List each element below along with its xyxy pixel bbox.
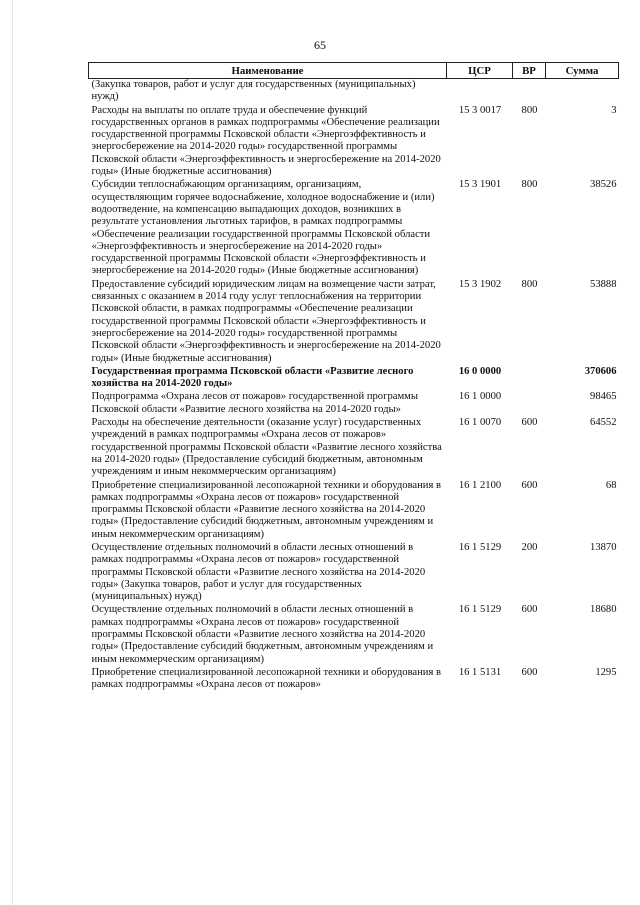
table-header-row — [89, 63, 619, 79]
row-sum: 98465 — [590, 391, 617, 403]
row-vr — [513, 366, 546, 392]
table-body — [89, 79, 619, 693]
column-header-vr: ВР — [513, 63, 546, 79]
row-vr: 800 — [521, 104, 538, 116]
row-name: Осуществление отдельных полномочий в области лесных отношений в рамках подпрограммы «Охрана лесов от пожаров» государственной программы Псковской области «Развитие лесного хозяйства на 2014-2020 годы» (Предоставление субсидий бюджетным, автономным учреждениям и иным некоммерческим организациям) — [91, 604, 434, 665]
row-sum: 18680 — [590, 604, 617, 616]
row-name: Расходы на обеспечение деятельности (оказание услуг) государственных учреждений в рамках подпрограммы «Охрана лесов от пожаров» государственной программы Псковской области «Развитие лесного хозяйства на 2014-2020 годы» (Предоставление субсидий бюджетным, автономным учреждениям и иным некоммерческим организациям) — [91, 417, 442, 478]
row-sum: 64552 — [590, 417, 617, 429]
table-row — [89, 366, 619, 392]
row-sum — [546, 79, 619, 105]
row-csr: 15 3 1902 — [458, 278, 502, 290]
row-name: Расходы на выплаты по оплате труда и обеспечение функций государственных органов в рамках подпрограммы «Обеспечение реализации государственной программы Псковской области «Энергоэффективность и энергосбережение на 2014-2020 годы» государственной программы Псковской области «Энергоэффективность и энергосбережение на 2014-2020 годы» (Иные бюджетные ассигнования) — [91, 104, 441, 178]
table-row — [89, 667, 619, 693]
row-csr: 15 3 1901 — [458, 179, 502, 191]
row-vr — [513, 391, 546, 417]
table-row — [89, 480, 619, 542]
row-vr: 800 — [521, 179, 538, 191]
row-name: Осуществление отдельных полномочий в области лесных отношений в рамках подпрограммы «Охрана лесов от пожаров» государственной программы Псковской области «Развитие лесного хозяйства на 2014-2020 годы» (Закупка товаров, работ и услуг для государственных (муниципальных) нужд) — [91, 541, 426, 603]
row-sum: 1295 — [595, 666, 617, 678]
row-vr: 800 — [521, 278, 538, 290]
table-row — [89, 79, 619, 105]
row-name: Субсидии теплоснабжающим организациям, организациям, осуществляющим горячее водоснабжение, холодное водоснабжение и (или) водоотведение, на компенсацию выпадающих доходов, возникших в результате установления льготных тарифов, в рамках подпрограммы «Обеспечение реализации государственной программы Псковской области «Энергоэффективность и энергосбережение на 2014-2020 годы» государственной программы Псковской области «Энергоэффективность и энергосбережение на 2014-2020 годы» (Иные бюджетные ассигнования) — [91, 179, 435, 277]
row-vr — [513, 79, 546, 105]
row-csr: 16 0 0000 — [458, 365, 502, 377]
row-csr — [447, 79, 513, 105]
row-sum: 68 — [605, 479, 617, 491]
table-row — [89, 542, 619, 604]
row-name: Подпрограмма «Охрана лесов от пожаров» государственной программы Псковской области «Развитие лесного хозяйства на 2014-2020 годы» — [91, 391, 418, 415]
row-sum: 13870 — [590, 541, 617, 553]
row-vr: 200 — [521, 541, 538, 553]
row-name: Государственная программа Псковской области «Развитие лесного хозяйства на 2014-2020 годы» — [91, 365, 414, 390]
row-sum: 53888 — [590, 278, 617, 290]
table-row — [89, 179, 619, 278]
column-header-sum: Сумма — [546, 63, 619, 79]
row-vr: 600 — [521, 604, 538, 616]
page-number: 65 — [314, 38, 326, 52]
table-row — [89, 279, 619, 366]
table-row — [89, 417, 619, 479]
table-row — [89, 391, 619, 417]
row-csr: 16 1 0000 — [458, 391, 502, 403]
row-name: Предоставление субсидий юридическим лицам на возмещение части затрат, связанных с оказанием в 2014 году услуг теплоснабжения на территории Псковской области, в рамках подпрограммы «Обеспечение реализации государственной программы Псковской области «Энергоэффективность и энергосбережение на 2014-2020 годы» государственной программы Псковской области «Энергоэффективность и энергосбережение на 2014-2020 годы» (Иные бюджетные ассигнования) — [91, 278, 441, 364]
table-row — [89, 105, 619, 180]
row-name: Приобретение специализированной лесопожарной техники и оборудования в рамках подпрограммы «Охрана лесов от пожаров» — [91, 666, 441, 691]
row-csr: 16 1 5129 — [458, 541, 502, 553]
row-name: (Закупка товаров, работ и услуг для государственных (муниципальных) нужд) — [91, 79, 416, 103]
row-sum: 38526 — [590, 179, 617, 191]
row-vr: 600 — [521, 479, 538, 491]
budget-table — [88, 62, 619, 693]
row-csr: 16 1 0070 — [458, 417, 502, 429]
column-header-name: Наименование — [89, 63, 447, 79]
row-vr: 600 — [521, 417, 538, 429]
row-csr: 15 3 0017 — [458, 104, 502, 116]
table-row — [89, 604, 619, 666]
row-sum: 370606 — [584, 365, 617, 377]
row-vr: 600 — [521, 666, 538, 678]
row-sum: 3 — [611, 104, 617, 116]
row-csr: 16 1 2100 — [458, 479, 502, 491]
row-name: Приобретение специализированной лесопожарной техники и оборудования в рамках подпрограммы «Охрана лесов от пожаров» государственной программы Псковской области «Развитие лесного хозяйства на 2014-2020 годы» (Предоставление субсидий бюджетным, автономным учреждениям и иным некоммерческим организациям) — [91, 479, 441, 540]
row-csr: 16 1 5131 — [458, 666, 502, 678]
row-csr: 16 1 5129 — [458, 604, 502, 616]
scan-edge — [12, 0, 13, 905]
column-header-csr: ЦСР — [447, 63, 513, 79]
